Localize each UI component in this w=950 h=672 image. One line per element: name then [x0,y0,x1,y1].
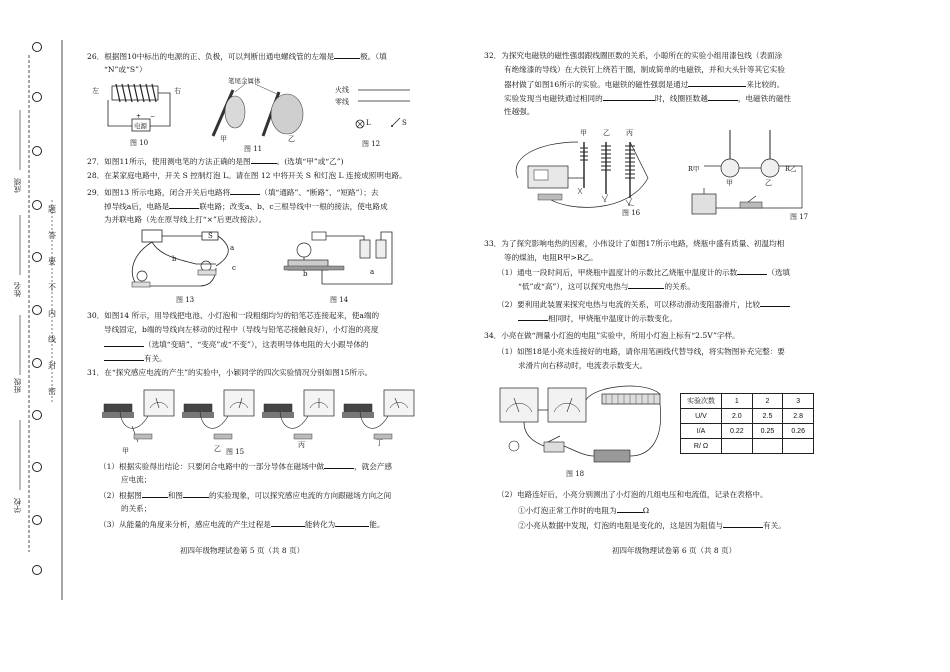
q30-line3 [104,338,369,350]
q30-text-4: 有关。 [144,354,167,363]
fig17-label-yi: 乙 [765,179,772,187]
fig17-label-jia: 甲 [726,179,733,187]
q31-line1: 31．在“探究感应电流的产生”的实验中，小颖同学的四次实验情况分别如图15所示。 [87,368,373,377]
q33-line2: 等的煤油，电阻R甲>R乙。 [504,253,598,262]
q33-p1-b: “低”或“高”），这可以探究电热与 [518,282,629,291]
figure-15-induction [98,382,418,452]
answer-blank[interactable] [737,266,767,275]
table-cell: 2.0 [722,409,753,424]
q33-p2-text: （2）要利用此装置来探究电热与电流的关系，可以移动滑动变阻器滑片，比较 [497,300,761,309]
q34-p2-a-end: Ω [642,506,650,515]
sealed-char: 答 [48,231,56,240]
fig13-wire-b: b [172,255,177,263]
table-cell: 2.5 [752,409,783,424]
q34-part1b: 求滑片向右移动时，电流表示数变大。 [518,361,648,370]
q33-part1b [518,280,695,292]
answer-blank[interactable] [251,155,277,164]
school-line [18,420,28,490]
fig13-switch-label: S [208,232,213,240]
binding-hole [32,462,42,472]
fig12-live-label: 火线 [335,86,349,94]
answer-blank[interactable] [335,518,369,527]
score-line [18,110,28,170]
q31-p3-b: 能转化为 [304,520,336,529]
fig11-label-yi: 乙 [288,135,295,143]
q30-text-3: （选填“变暗”、“变亮”或“不变”），这表明导体电阻的大小跟导体的 [144,340,369,349]
q31-p2-c: 的实验现象，可以探究感应电流的方向跟磁场方向之间 [209,491,392,500]
q31-part1b: 应电流； [121,475,152,484]
data-table [680,393,814,454]
q34-part2: （2）电路连好后，小亮分别测出了小灯泡的几组电压和电流值，记录在表格中。 [497,490,768,499]
table-cell: 2 [752,394,783,409]
q26-text: 26．根据图10中标出的电源的正、负极，可以判断出通电螺线管的左端是 [87,52,335,61]
q32-text-3: 器材做了如图16所示的实验。电磁铁的磁性强弱是通过 [504,80,689,89]
table-row [681,409,814,424]
q34-line1: 34．小亮在做“测量小灯泡的电阻”实验中，所用小灯泡上标有“2.5V”字样。 [484,331,740,340]
fig15-label-ding: 丁 [376,439,383,447]
fig15-label-jia: 甲 [122,447,129,455]
q32-line5: 性越强。 [504,107,535,116]
figure-14-caption: 图 14 [330,296,349,304]
figure-14-pencil-circuit [282,226,412,296]
q34-part2a [518,504,649,516]
sealed-char: 密 [48,387,56,396]
fig16-label-yi: 乙 [603,129,610,137]
q34-p2-a: ①小灯泡正常工作时的电阻为 [518,506,617,515]
q27-line [87,155,344,167]
fig12-neutral-label: 零线 [335,98,349,106]
table-cell: 0.22 [722,424,753,439]
q31-p2-a: （2）根据图 [99,491,142,500]
name-label: 姓名 [13,282,22,297]
score-label: 成绩 [13,178,22,193]
q29-text-2a: 掉导线a后，电路是 [104,202,170,211]
class-label: 班级 [13,378,22,393]
q32-line4 [504,92,791,104]
sealed-char: 题 [48,205,56,214]
q33-p1-end: （选填 [767,268,791,277]
q32-line1: 32．为探究电磁铁的磁性强弱跟线圈匝数的关系，小聪所在的实验小组用漆包线（表面涂 [484,51,783,60]
figure-15-caption: 图 15 [226,448,245,456]
school-label: 学校 [13,498,22,513]
q29-text: 29．如图13 所示电路，闭合开关后电路将 [87,188,231,197]
q34-part2b [518,519,786,531]
figure-12-caption: 图 12 [362,140,381,148]
q33-part2b [518,312,677,324]
table-row [681,439,814,454]
binding-hole [32,565,42,575]
fig10-left-label: 左 [92,87,99,95]
q32-text-3-end: 来比较的。 [746,80,785,89]
sealed-char: 内 [48,309,56,318]
fig12-lamp-label: L [366,119,371,127]
q27-text-end: 。(选填“甲”或“乙”) [276,157,344,166]
q29-line2 [104,200,388,212]
figure-18-circuit [494,380,669,470]
answer-blank[interactable] [142,489,168,498]
table-row [681,424,814,439]
binding-hole [32,305,42,315]
q33-p2-b: 相同时，甲烧瓶中温度计的示数变化。 [548,314,678,323]
q32-text-4b: 时，线圈匝数越 [654,94,708,103]
fig11-tip-label: 笔尾金属体 [228,77,261,85]
answer-blank[interactable] [334,50,360,59]
q31-p1-text: （1）根据实验得出结论：只要闭合电路中的一部分导体在磁场中做 [99,462,325,471]
q29-line3: 为并联电路（先在原导线上打“×”后更改接法）。 [104,215,267,224]
answer-blank[interactable] [723,519,763,528]
class-line [18,315,28,375]
figure-17-caption: 图 17 [790,213,809,221]
answer-blank[interactable] [183,489,209,498]
fig12-switch-label: S [402,119,407,127]
table-cell: I/A [681,424,722,439]
binding-hole [32,42,42,52]
fig16-label-jia: 甲 [580,129,587,137]
figure-17-heating-flasks [690,128,820,218]
q30-line1: 30．如图14 所示，用导线把电池、小灯泡和一段粗细均匀的铅笔芯连接起来，使a端的 [87,311,380,320]
table-cell: U/V [681,409,722,424]
figure-11-caption: 图 11 [244,145,263,153]
table-cell[interactable] [722,439,753,454]
fig10-source-label: 电源 [134,122,147,130]
table-row [681,394,814,409]
fig16-label-bing: 丙 [626,129,633,137]
q34-p2-b-end: 有关。 [763,521,786,530]
binding-hole [32,200,42,210]
q31-p3-a: （3）从能量的角度来分析，感应电流的产生过程是 [99,520,271,529]
name-line [18,215,28,275]
table-cell: R/ Ω [681,439,722,454]
q33-part2 [497,298,790,310]
fig13-wire-a: a [230,244,235,252]
binding-hole [32,252,42,262]
binding-hole [32,410,42,420]
q32-line2: 有绝缘漆的导线）在大铁钉上绕若干圈，制成简单的电磁铁，并和大头针等其它实验 [504,65,785,74]
q29-line1 [87,186,378,198]
figure-18-caption: 图 18 [566,470,585,478]
binding-hole [32,146,42,156]
q34-p2-b: ②小亮从数据中发现，灯泡的电阻是变化的，这是因为阻值与 [518,521,724,530]
table-cell: 1 [722,394,753,409]
q31-part1 [99,460,392,472]
q31-part3 [99,518,384,530]
fig17-r-yi: R乙 [785,165,797,173]
sealed-char: 要 [48,257,56,266]
binding-hole [32,515,42,525]
q26-line2: “N”或“S”） [104,65,147,74]
q33-part1 [497,266,790,278]
q26-text-end: 极。（填 [360,52,387,61]
figure-13-caption: 图 13 [176,296,195,304]
fig10-right-label: 右 [174,87,181,95]
footer-left: 初四年级物理试卷第 5 页（共 8 页） [180,546,305,555]
answer-blank[interactable] [230,186,260,195]
q28-line: 28．在某家庭电路中，开关 S 控制灯泡 L。请在图 12 中将开关 S 和灯泡 L 连接成照明电路。 [87,171,407,180]
q33-p1-b-end: 的关系。 [664,282,695,291]
q31-p3-c: 能。 [369,520,385,529]
q31-p2-b: 和图 [167,491,183,500]
answer-blank[interactable] [617,504,643,513]
answer-blank[interactable] [760,298,790,307]
q31-part2b: 的关系； [121,504,152,513]
table-cell[interactable] [783,439,814,454]
footer-right: 初四年级物理试卷第 6 页（共 8 页） [612,546,737,555]
table-cell: 3 [783,394,814,409]
figure-16-caption: 图 16 [622,209,641,217]
table-cell: 2.8 [783,409,814,424]
q32-line3 [504,78,784,90]
q31-part2 [99,489,391,501]
q33-line1: 33．为了探究影响电热的因素，小伟设计了如图17所示电路，烧瓶中盛有质量、初温均相 [484,239,785,248]
q29-text-2b: 联电路；改变a、b、c三根导线中一根的接法，使电路成 [199,202,388,211]
svg-text:+: + [136,113,142,120]
answer-blank[interactable] [708,92,738,101]
fig13-wire-c: c [232,264,236,272]
figure-12-circuit [350,84,430,144]
sealed-char: 不 [48,283,56,292]
sealed-char: 封 [48,361,56,370]
fig15-label-yi: 乙 [214,445,221,453]
fig17-r-jia: R甲 [688,165,700,173]
table-cell: 0.25 [752,424,783,439]
fig15-label-bing: 丙 [298,441,305,449]
fig14-end-a: a [370,268,375,276]
q29-text-end: （填“通路”、“断路”、“短路”）；去 [260,188,379,197]
table-cell: 实验次数 [681,394,722,409]
fig11-label-jia: 甲 [220,135,227,143]
figure-10-caption: 图 10 [130,139,149,147]
sealed-char: 线 [48,335,56,344]
q30-line4 [104,352,167,364]
answer-blank[interactable] [271,518,305,527]
table-cell: 0.26 [783,424,814,439]
q33-p1-text: （1）通电一段时间后，甲烧瓶中温度计的示数比乙烧瓶中温度计的示数 [497,268,738,277]
q26-line1 [87,50,387,62]
answer-blank[interactable] [104,338,144,347]
answer-blank[interactable] [169,200,199,209]
answer-blank[interactable] [688,78,746,87]
figure-13-circuit [120,226,250,296]
answer-blank[interactable] [628,280,664,289]
answer-blank[interactable] [603,92,655,101]
q34-part1: （1）如图18是小亮未连接好的电路，请你用笔画线代替导线，将实物图补充完整：要 [497,347,785,356]
answer-blank[interactable] [324,460,354,469]
binding-hole [32,92,42,102]
q31-p1-end: ，就会产感 [354,462,393,471]
figure-16-electromagnets [508,138,658,218]
binding-hole [32,358,42,368]
answer-blank[interactable] [104,352,144,361]
svg-text:−: − [150,113,156,120]
q32-text-4c: ，电磁铁的磁性 [737,94,792,103]
figure-10-solenoid [98,82,208,142]
q27-text: 27．如图11所示，使用测电笔的方法正确的是图 [87,157,251,166]
q30-line2: 导线固定，b端的导线向左移动的过程中（导线与铅笔芯接触良好），小灯泡的亮度 [104,325,379,334]
q32-text-4a: 实验发现当电磁铁通过相同的 [504,94,603,103]
answer-blank[interactable] [518,312,548,321]
fig14-end-b: b [303,270,308,278]
table-cell[interactable] [752,439,783,454]
